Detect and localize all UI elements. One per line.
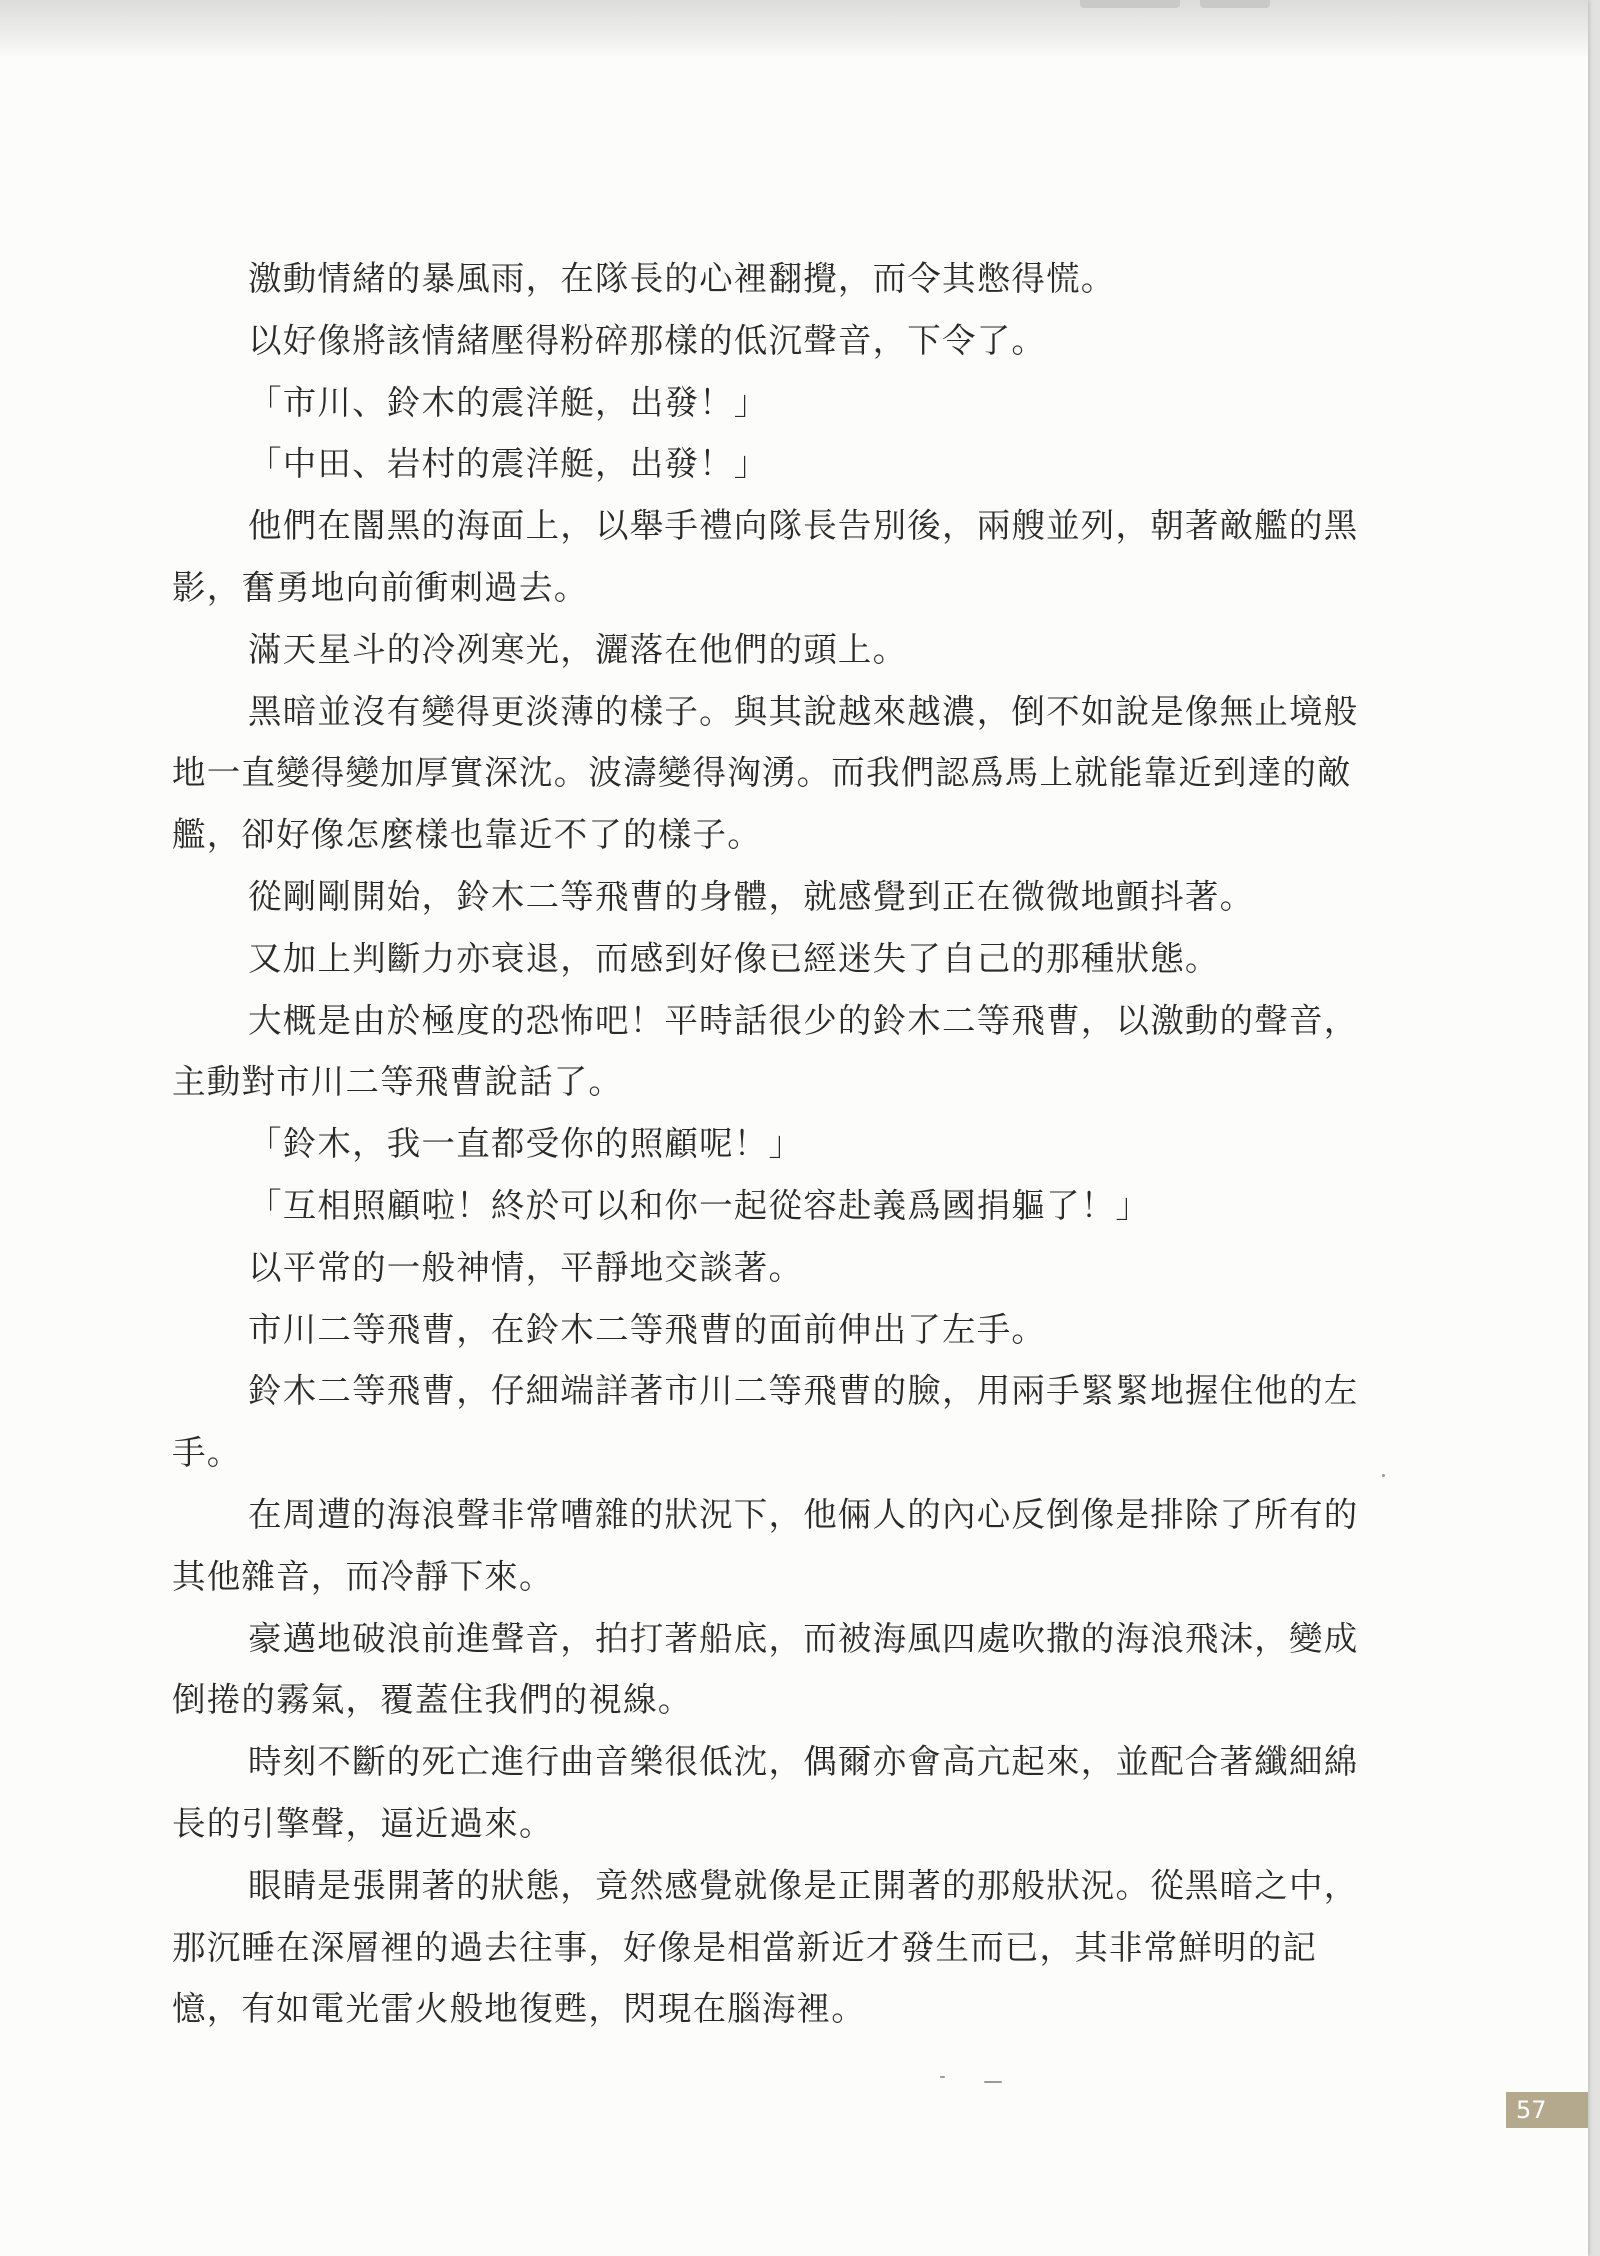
paragraph: 滿天星斗的冷冽寒光，灑落在他們的頭上。 bbox=[248, 629, 908, 669]
paragraph: 「鈴木，我一直都受你的照顧呢！」 bbox=[248, 1124, 804, 1164]
scan-top-shadow bbox=[0, 0, 1588, 58]
paragraph: 「市川、鈴木的震洋艇，出發！」 bbox=[248, 382, 769, 422]
scan-artifact bbox=[1080, 0, 1180, 8]
paragraph: 以好像將該情緒壓得粉碎那樣的低沉聲音，下令了。 bbox=[248, 320, 1047, 360]
paragraph: 「互相照顧啦！終於可以和你一起從容赴義爲國捐軀了！」 bbox=[248, 1185, 1151, 1225]
paragraph: 大概是由於極度的恐怖吧！平時話很少的鈴木二等飛曹，以激動的聲音，主動對市川二等飛曹說話了。 bbox=[172, 1000, 1359, 1102]
page-number: 57 bbox=[1506, 2092, 1588, 2128]
scan-speck bbox=[984, 2081, 1002, 2083]
paragraph: 「中田、岩村的震洋艇，出發！」 bbox=[248, 444, 769, 484]
paragraph: 他們在闇黑的海面上，以舉手禮向隊長告別後，兩艘並列，朝著敵艦的黑影，奮勇地向前衝刺過去。 bbox=[172, 506, 1359, 607]
body-text bbox=[172, 248, 1372, 2040]
paragraph: 時刻不斷的死亡進行曲音樂很低沈，偶爾亦會高亢起來，並配合著纖細綿長的引擎聲，逼近過來。 bbox=[172, 1742, 1359, 1843]
paragraph: 以平常的一般神情，平靜地交談著。 bbox=[248, 1247, 804, 1287]
paragraph: 又加上判斷力亦衰退，而感到好像已經迷失了自己的那種狀態。 bbox=[248, 938, 1220, 978]
paragraph: 從剛剛開始，鈴木二等飛曹的身體，就感覺到正在微微地顫抖著。 bbox=[248, 876, 1255, 916]
paragraph: 黑暗並沒有變得更淡薄的樣子。與其說越來越濃，倒不如說是像無止境般地一直變得變加厚實深沈。波濤變得洶湧。而我們認爲馬上就能靠近到達的敵艦，卻好像怎麼樣也靠近不了的樣子。 bbox=[172, 691, 1359, 855]
paragraph: 鈴木二等飛曹，仔細端詳著市川二等飛曹的臉，用兩手緊緊地握住他的左手。 bbox=[172, 1371, 1359, 1473]
scan-artifact bbox=[1200, 0, 1270, 8]
paragraph: 激動情緒的暴風雨，在隊長的心裡翻攪，而令其憋得慌。 bbox=[248, 259, 1116, 298]
paragraph: 市川二等飛曹，在鈴木二等飛曹的面前伸出了左手。 bbox=[248, 1309, 1047, 1349]
scan-speck bbox=[940, 2076, 945, 2078]
scan-speck bbox=[1382, 1474, 1385, 1477]
paragraph: 豪邁地破浪前進聲音，拍打著船底，而被海風四處吹撒的海浪飛沫，變成倒捲的霧氣，覆蓋住我們的視線。 bbox=[172, 1618, 1359, 1720]
paragraph: 眼睛是張開著的狀態，竟然感覺就像是正開著的那般狀況。從黑暗之中，那沉睡在深層裡的過去往事，好像是相當新近才發生而已，其非常鮮明的記憶，有如電光雷火般地復甦，閃現在腦海裡。 bbox=[172, 1865, 1359, 2029]
paragraph: 在周遭的海浪聲非常嘈雜的狀況下，他倆人的內心反倒像是排除了所有的其他雜音，而冷靜下來。 bbox=[172, 1494, 1359, 1596]
